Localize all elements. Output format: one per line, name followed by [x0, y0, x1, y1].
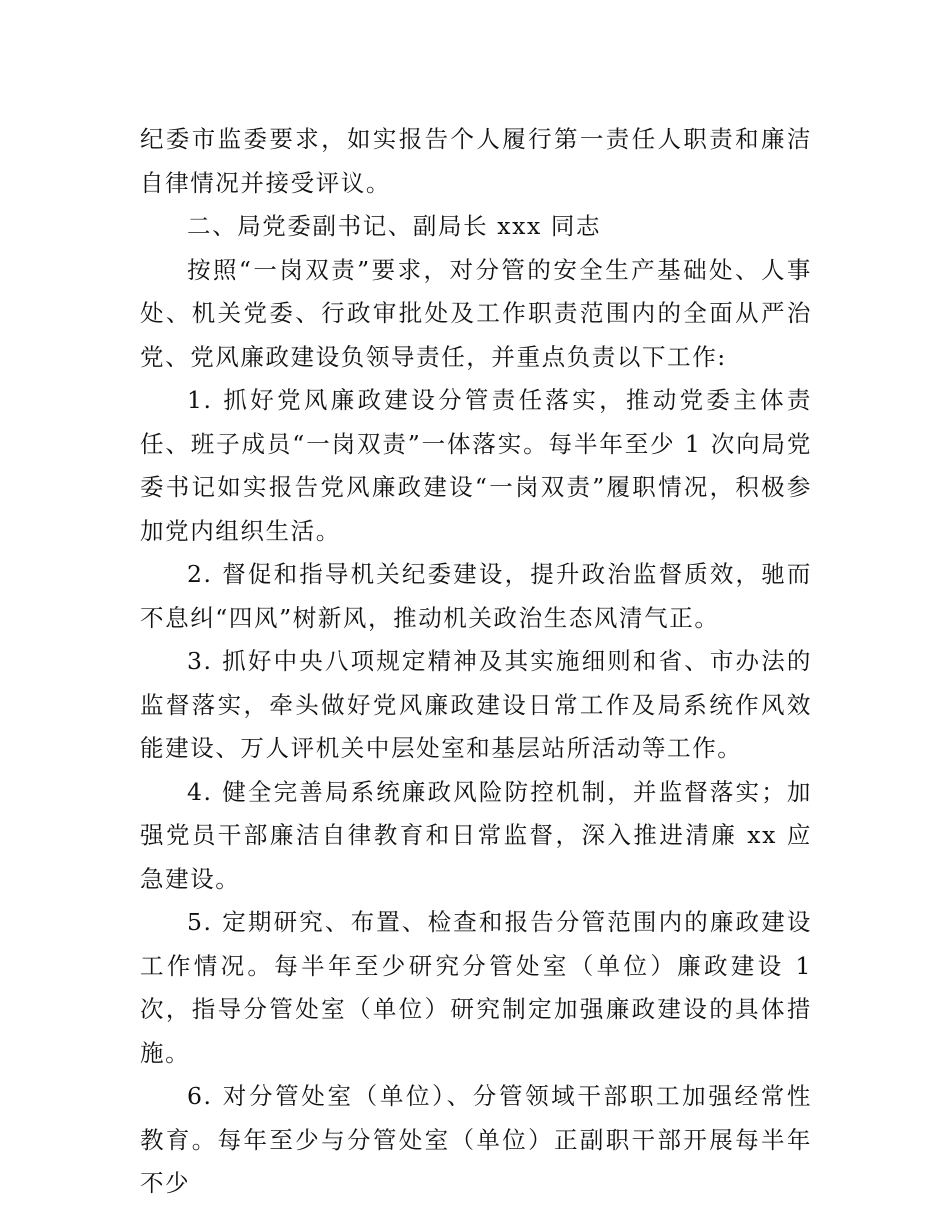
- list-item-4: 4. 健全完善局系统廉政风险防控机制，并监督落实；加强党员干部廉洁自律教育和日常监督，深入推进清廉 xx 应急建设。: [140, 777, 812, 893]
- list-item-2: 2. 督促和指导机关纪委建设，提升政治监督质效，驰而不息纠“四风”树新风，推动机关政治生态风清气正。: [140, 560, 812, 632]
- list-item-3: 3. 抓好中央八项规定精神及其实施细则和省、市办法的监督落实，牵头做好党风廉政建设日常工作及局系统作风效能建设、万人评机关中层处室和基层站所活动等工作。: [140, 647, 812, 762]
- document-body: [140, 118, 812, 1206]
- paragraph-continued: 纪委市监委要求，如实报告个人履行第一责任人职责和廉洁自律情况并接受评议。: [140, 125, 812, 197]
- paragraph-intro: 按照“一岗双责”要求，对分管的安全生产基础处、人事处、机关党委、行政审批处及工作职责范围内的全面从严治党、党风廉政建设负领导责任，并重点负责以下工作:: [140, 255, 812, 371]
- list-item-5: 5. 定期研究、布置、检查和报告分管范围内的廉政建设工作情况。每半年至少研究分管处室（单位）廉政建设 1 次，指导分管处室（单位）研究制定加强廉政建设的具体措施。: [140, 908, 812, 1067]
- section-heading: 二、局党委副书记、副局长 xxx 同志: [187, 212, 602, 240]
- list-item-6: 6. 对分管处室（单位）、分管领域干部职工加强经常性教育。每年至少与分管处室（单位）正副职干部开展每半年不少: [140, 1082, 812, 1197]
- list-item-1: 1. 抓好党风廉政建设分管责任落实，推动党委主体责任、班子成员“一岗双责”一体落实。每半年至少 1 次向局党委书记如实报告党风廉政建设“一岗双责”履职情况，积极参加党内组织生活。: [140, 386, 812, 545]
